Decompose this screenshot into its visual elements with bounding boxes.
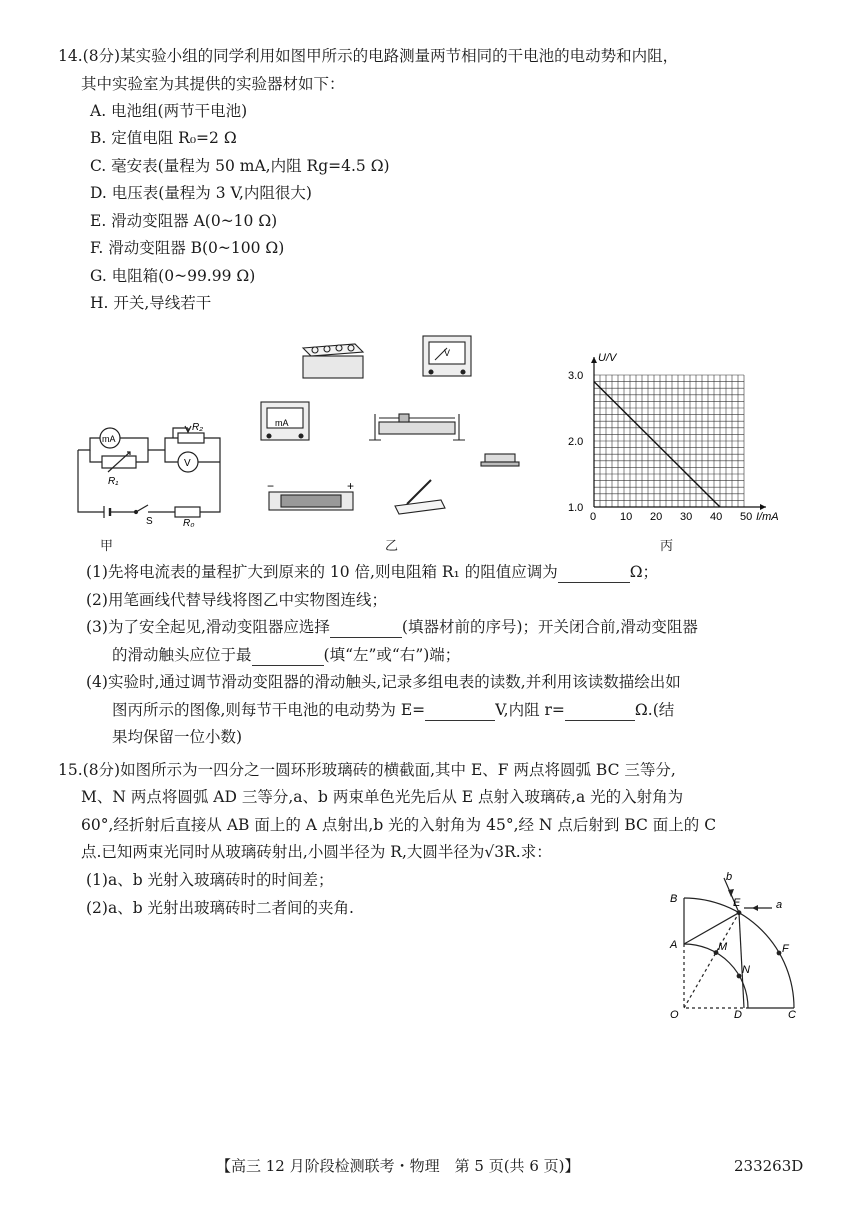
circuit-diagram-jia <box>70 420 230 530</box>
label-b-ray: b <box>726 871 733 883</box>
y-axis-arrow <box>591 357 597 363</box>
answer-blank-position[interactable] <box>252 645 324 666</box>
q14-sub3-text3: 的滑动触头应位于最 <box>112 646 252 664</box>
q14-sub4-text3: Ω.(结 <box>634 701 675 719</box>
circuit-ma-label: mA <box>102 434 116 444</box>
q14-sub1-text: (1)先将电流表的量程扩大到原来的 10 倍,则电阻箱 R₁ 的阻值应调为 <box>86 563 558 581</box>
answer-blank-resistance[interactable] <box>565 700 635 721</box>
x-tick-label: 50 <box>740 511 753 523</box>
x-tick-label: 20 <box>650 511 663 523</box>
q14-item-a: A. 电池组(两节干电池) <box>90 102 248 120</box>
y-axis-label: U/V <box>598 352 617 364</box>
q15-line2: M、N 两点将圆弧 AD 三等分,a、b 两束单色光先后从 E 点射入玻璃砖,a 光的入射角为 <box>81 788 684 806</box>
q14-item-b: B. 定值电阻 R₀=2 Ω <box>90 129 237 147</box>
q14-item-g: G. 电阻箱(0~99.99 Ω) <box>90 267 256 285</box>
label-n-point: N <box>742 964 750 976</box>
q14-heading-line2: 其中实验室为其提供的实验器材如下： <box>81 75 345 93</box>
q15-line3: 60°,经折射后直接从 AB 面上的 A 点射出,b 光的入射角为 45°,经 N 点后射到 BC 面上的 C <box>81 816 717 834</box>
resistance-box-icon <box>303 344 363 378</box>
x-axis-arrow <box>760 504 766 510</box>
q15-line4: 点.已知两束光同时从玻璃砖射出,小圆半径为 R,大圆半径为√3R.求： <box>81 843 552 861</box>
apparatus-v-label: V <box>444 348 451 358</box>
q14-sub3-line2 <box>112 645 460 666</box>
circuit-v-label: V <box>184 458 191 469</box>
circuit-r1-label: R₁ <box>108 476 119 487</box>
q14-item-c: C. 毫安表(量程为 50 mA,内阻 Rg=4.5 Ω) <box>90 157 390 175</box>
answer-blank-emf[interactable] <box>425 700 495 721</box>
q14-sub4-line2 <box>112 700 674 721</box>
ui-graph-bing <box>560 345 800 535</box>
q15-sub1: (1)a、b 光射入玻璃砖时的时间差； <box>86 871 334 889</box>
figure-label-yi: 乙 <box>385 539 399 554</box>
x-tick-label: 40 <box>710 511 723 523</box>
x-tick-label: 10 <box>620 511 633 523</box>
q14-item-e: E. 滑动变阻器 A(0~10 Ω) <box>90 212 278 230</box>
battery-plus-label: + <box>347 479 355 493</box>
label-f-point: F <box>782 943 789 955</box>
battery-holder-icon <box>269 492 353 510</box>
paper-code: 233263D <box>734 1157 804 1175</box>
figure-label-jia: 甲 <box>100 539 114 554</box>
rheostat-icon <box>369 414 465 440</box>
y-tick-label: 3.0 <box>568 370 584 382</box>
apparatus-figure-yi <box>255 330 545 530</box>
q14-sub2: (2)用笔画线代替导线将图乙中实物图连线； <box>86 591 387 609</box>
label-a-ray: a <box>776 899 783 911</box>
q14-item-d: D. 电压表(量程为 3 V,内阻很大) <box>90 184 312 202</box>
q14-heading-line1: 14.(8分)某实验小组的同学利用如图甲所示的电路测量两节相同的干电池的电动势和内阻， <box>58 47 679 65</box>
label-e-point: E <box>733 897 741 909</box>
q14-item-f: F. 滑动变阻器 B(0~100 Ω) <box>90 239 285 257</box>
x-tick-label: 0 <box>590 511 597 523</box>
knife-switch-icon <box>395 480 445 514</box>
circuit-s-label: S <box>146 516 153 527</box>
label-a-point: A <box>670 939 678 951</box>
q15-line1: 15.(8分)如图所示为一四分之一圆环形玻璃砖的横截面,其中 E、F 两点将圆弧 BC 三等分, <box>58 761 676 779</box>
label-o-point: O <box>670 1009 679 1021</box>
q14-sub4-line1: (4)实验时,通过调节滑动变阻器的滑动触头,记录多组电表的读数,并利用该读数描绘出如 <box>86 673 681 691</box>
label-b-point: B <box>670 893 678 905</box>
q14-item-h: H. 开关,导线若干 <box>90 294 212 312</box>
apparatus-ma-label: mA <box>275 418 289 428</box>
q14-sub4-text2: V,内阻 r= <box>495 701 565 719</box>
label-d-point: D <box>734 1009 742 1021</box>
q14-sub4-line3: 果均保留一位小数) <box>112 728 243 746</box>
q14-sub3-text1: (3)为了安全起见,滑动变阻器应选择 <box>86 618 330 636</box>
y-tick-label: 2.0 <box>568 436 584 448</box>
q14-sub3-line1 <box>86 617 698 638</box>
small-component-icon <box>481 454 519 466</box>
label-m-point: M <box>718 941 728 953</box>
x-axis-label: I/mA <box>756 511 779 523</box>
y-tick-label: 1.0 <box>568 502 584 514</box>
glass-brick-figure <box>660 868 810 1023</box>
series-line <box>594 382 720 507</box>
figure-label-bing: 丙 <box>660 539 674 554</box>
answer-blank-r1[interactable] <box>558 562 630 583</box>
circuit-r0-label: R₀ <box>183 518 195 529</box>
q15-sub2: (2)a、b 光射出玻璃砖时二者间的夹角. <box>86 899 354 917</box>
circuit-r2-label: R₂ <box>192 422 204 433</box>
q14-sub1-unit: Ω； <box>629 563 659 581</box>
answer-blank-rheostat[interactable] <box>330 617 402 638</box>
q14-sub3-text4: (填“左”或“右”)端； <box>323 646 461 664</box>
battery-minus-label: − <box>267 479 275 493</box>
page-footer: 【高三 12 月阶段检测联考・物理 第 5 页(共 6 页)】 <box>216 1157 580 1175</box>
q14-sub4-text1: 图丙所示的图像,则每节干电池的电动势为 E= <box>112 701 426 719</box>
q14-sub1 <box>86 562 658 583</box>
x-tick-label: 30 <box>680 511 693 523</box>
q14-sub3-text2: (填器材前的序号)；开关闭合前,滑动变阻器 <box>401 618 698 636</box>
label-c-point: C <box>788 1009 796 1021</box>
